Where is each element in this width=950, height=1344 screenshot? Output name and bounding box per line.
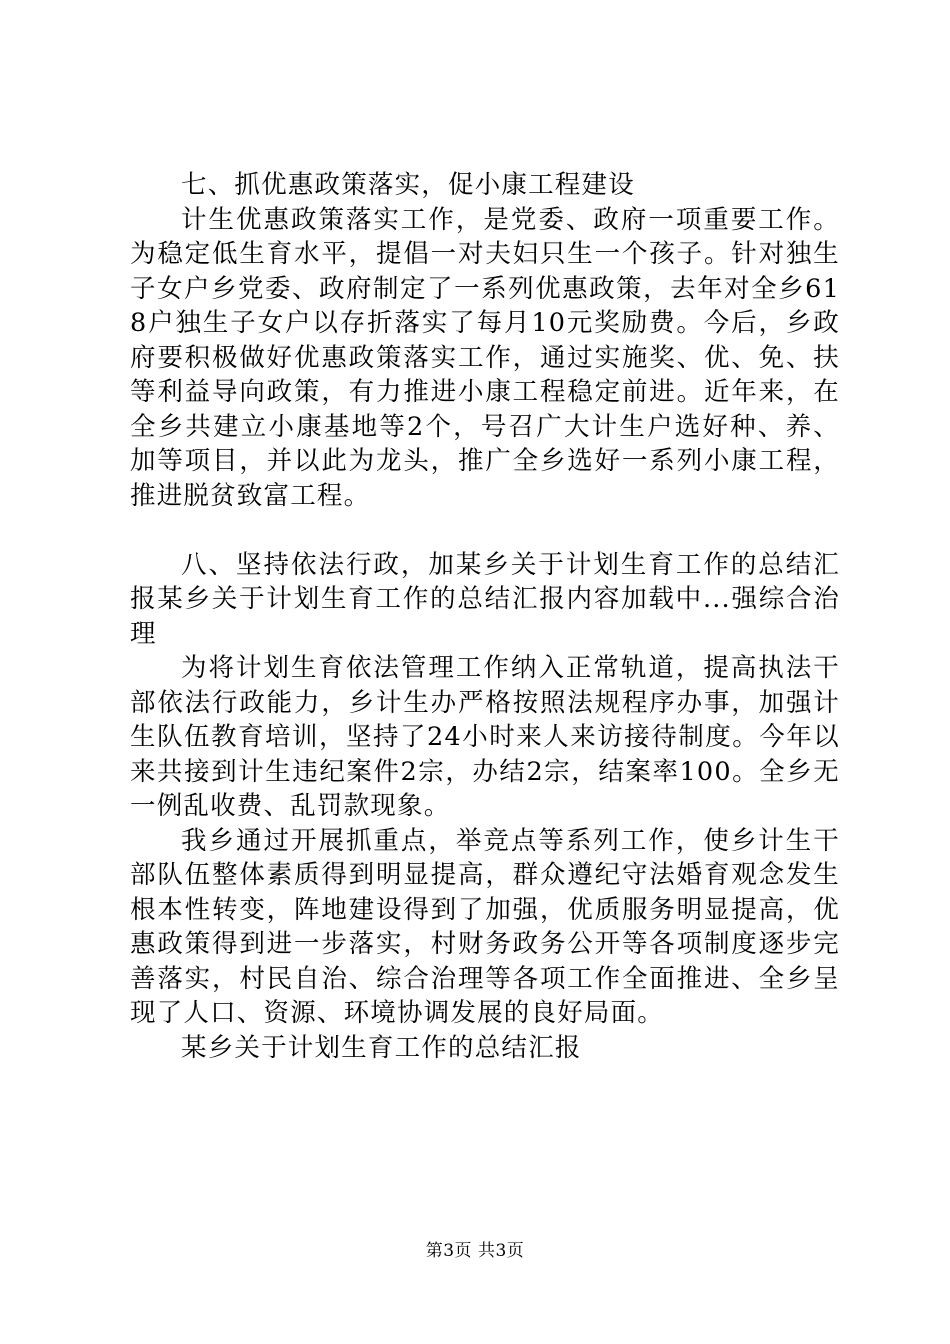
- section-heading-8: 八、坚持依法行政，加某乡关于计划生育工作的总结汇报某乡关于计划生育工作的总结汇报内容加载中...强综合治理: [130, 549, 840, 649]
- document-body: [130, 168, 840, 1065]
- section-heading-7: 七、抓优惠政策落实，促小康工程建设: [181, 170, 635, 200]
- section-spacer: [130, 513, 840, 548]
- page-footer: 第3页 共3页: [425, 1241, 525, 1261]
- section-7-paragraph-1: 计生优惠政策落实工作，是党委、政府一项重要工作。为稳定低生育水平，提倡一对夫妇只生一个孩子。针对独生子女户乡党委、政府制定了一系列优惠政策，去年对全乡618户独生子女户以存折落实了每月10元奖励费。今后，乡政府要积极做好优惠政策落实工作，通过实施奖、优、免、扶等利益导向政策，有力推进小康工程稳定前进。近年来，在全乡共建立小康基地等2个，号召广大计生户选好种、养、加等项目，并以此为龙头，推广全乡选好一系列小康工程，推进脱贫致富工程。: [130, 204, 840, 511]
- section-8-paragraph-1: 为将计划生育依法管理工作纳入正常轨道，提高执法干部依法行政能力，乡计生办严格按照法规程序办事，加强计生队伍教育培训，坚持了24小时来人来访接待制度。今年以来共接到计生违纪案件2宗，办结2宗，结案率100。全乡无一例乱收费、乱罚款现象。: [130, 653, 840, 821]
- closing-title: 某乡关于计划生育工作的总结汇报: [181, 1032, 582, 1063]
- section-8-paragraph-2: 我乡通过开展抓重点，举竞点等系列工作，使乡计生干部队伍整体素质得到明显提高，群众遵纪守法婚育观念发生根本性转变，阵地建设得到了加强，优质服务明显提高，优惠政策得到进一步落实，村财务政务公开等各项制度逐步完善落实，村民自治、综合治理等各项工作全面推进、全乡呈现了人口、资源、环境协调发展的良好局面。: [130, 825, 840, 1028]
